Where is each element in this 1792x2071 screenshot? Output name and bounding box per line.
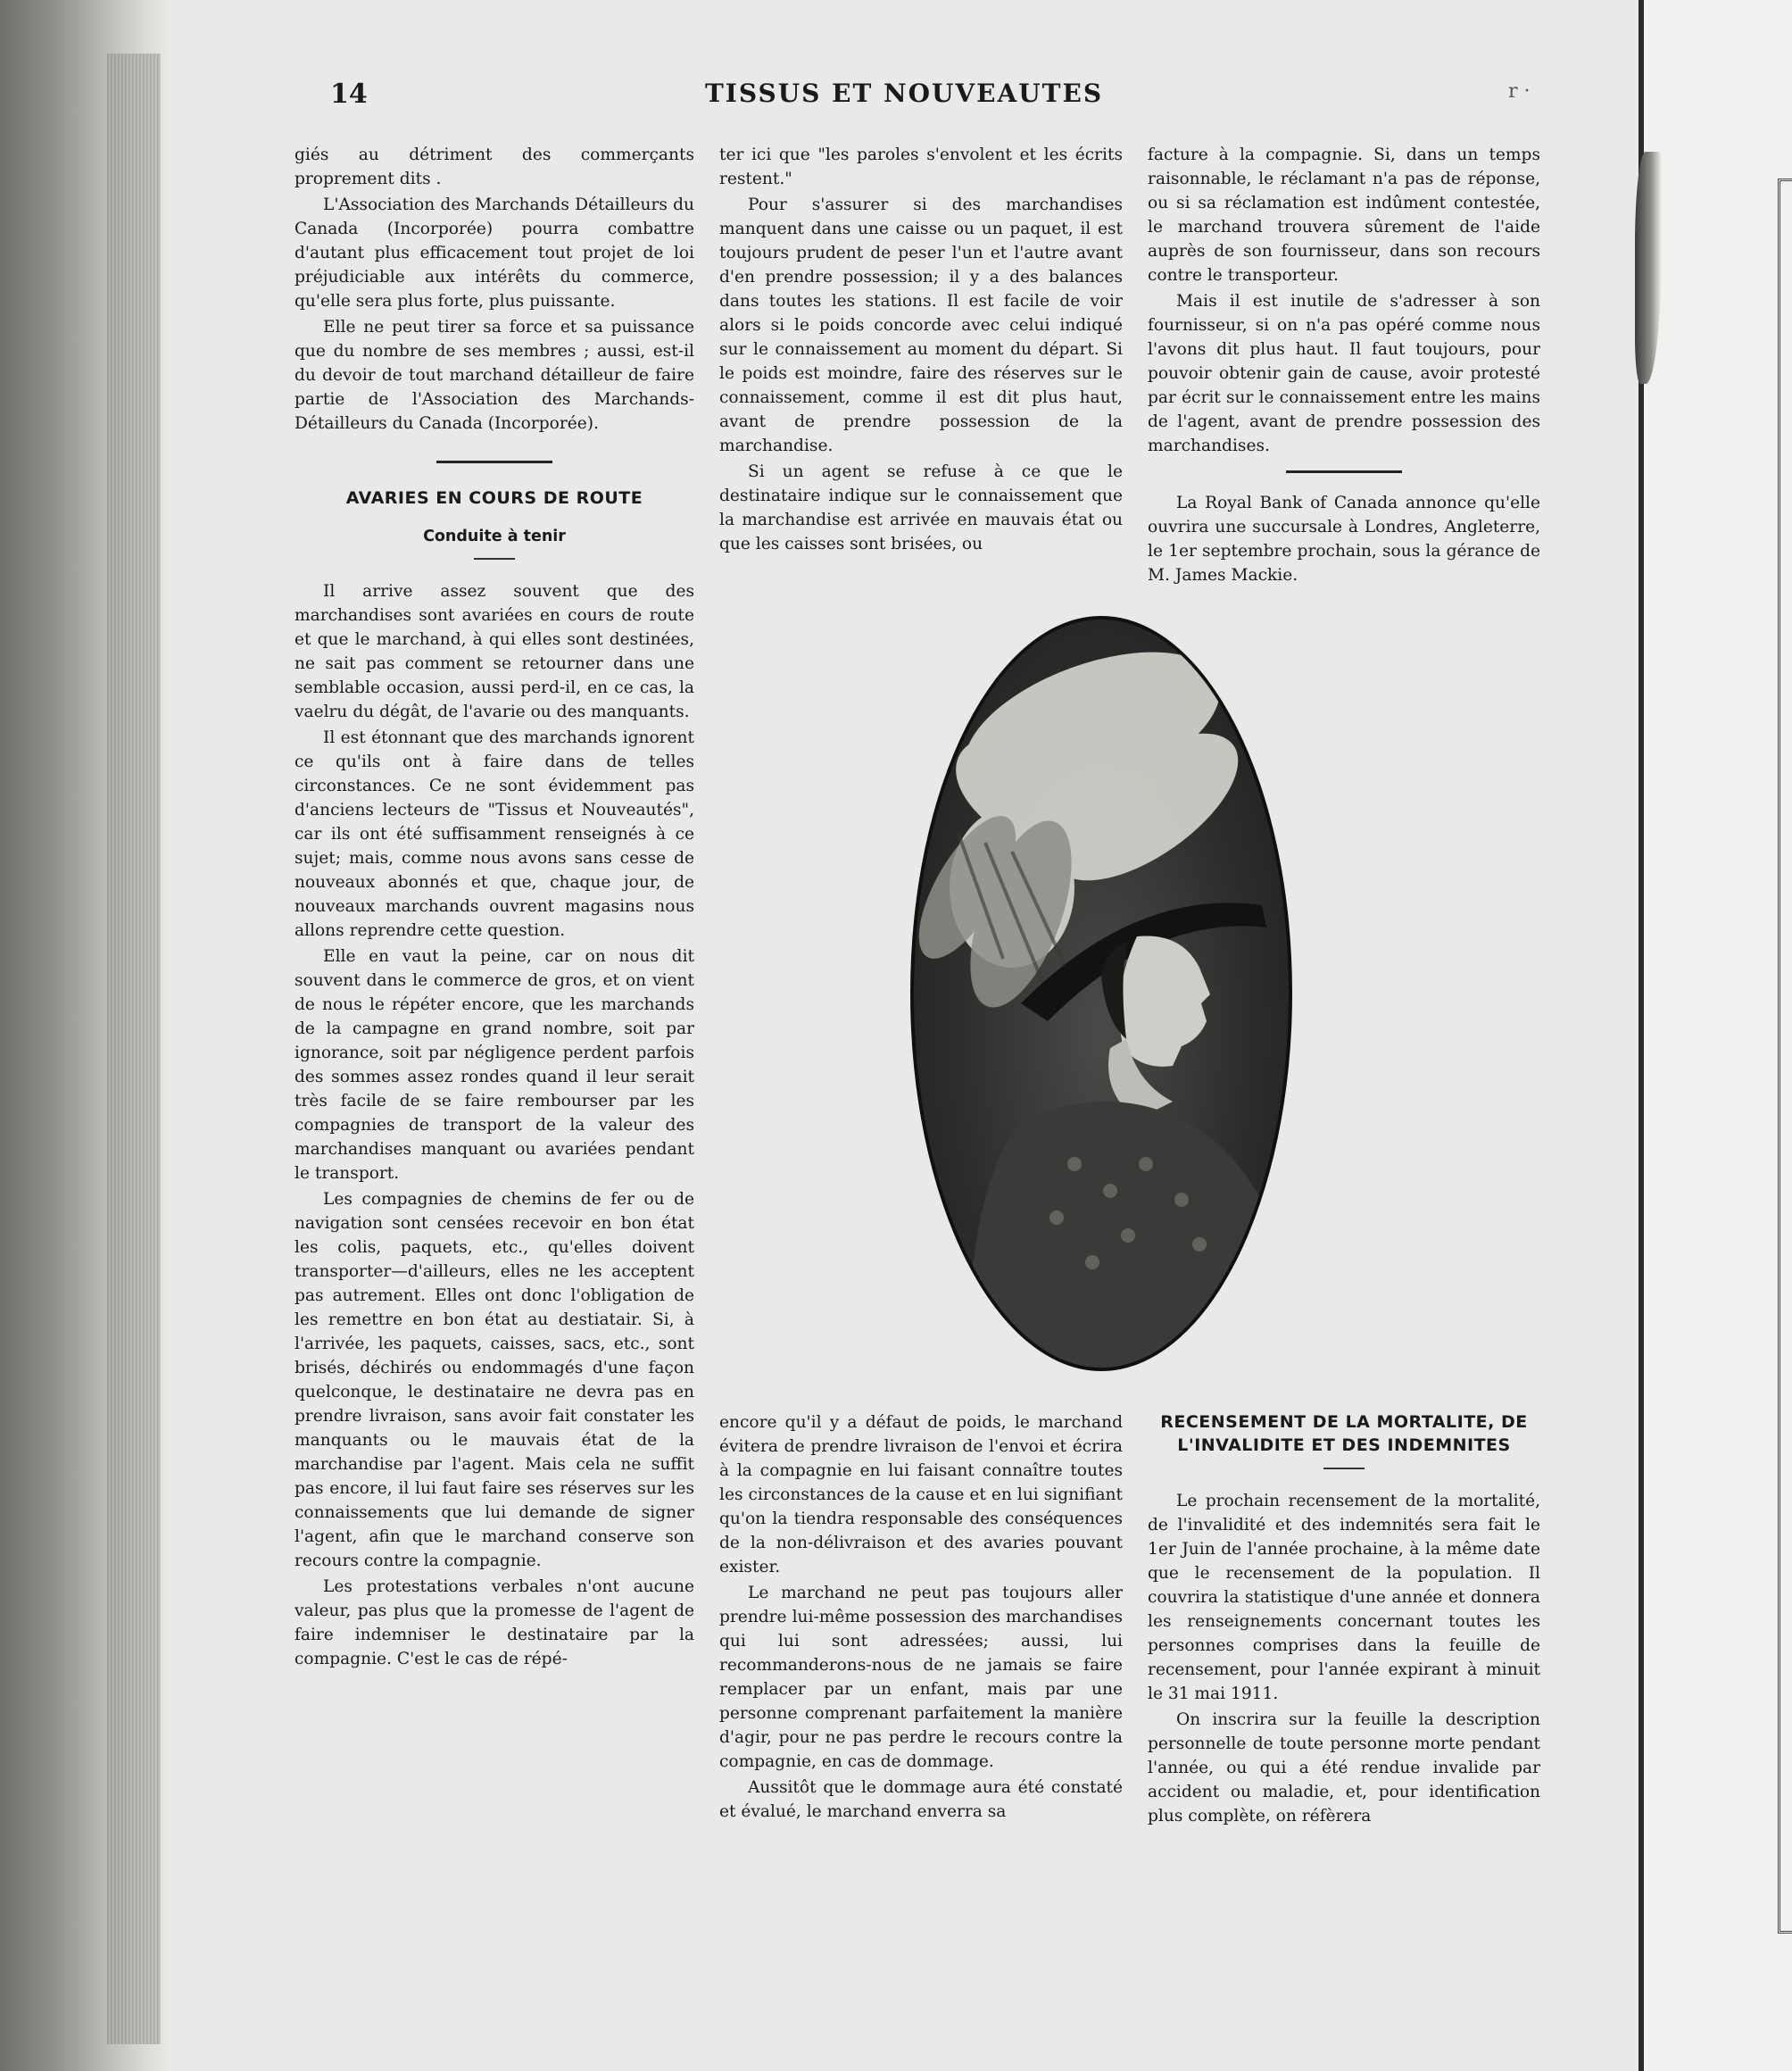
paragraph: Elle ne peut tirer sa force et sa puissance que du nombre de ses membres ; aussi, est-il du devoir de tout marchand détailleur de faire partie de l'Association des Marchands-Détailleurs du Canada (Incorporée). bbox=[295, 318, 694, 433]
paragraph: Aussitôt que le dommage aura été constaté et évalué, le marchand enverra sa bbox=[719, 1778, 1123, 1821]
heading-rule bbox=[1323, 1468, 1365, 1469]
portrait-photo bbox=[910, 616, 1292, 1371]
paragraph: facture à la compagnie. Si, dans un temps raisonnable, le réclamant n'a pas de réponse, ou si sa réclamation est indûment contestée, le marchand trouvera sûrement de l'aide auprès de son fournisseur, dans son recours contre le transporteur. bbox=[1148, 146, 1540, 285]
paragraph: Les protestations verbales n'ont aucune valeur, pas plus que la promesse de l'agent de faire indemniser le destinataire par la compagnie. C'est le cas de répé- bbox=[295, 1577, 694, 1668]
paragraph: giés au détriment des commerçants proprement dits . bbox=[295, 146, 694, 188]
running-head bbox=[170, 79, 1639, 114]
paragraph: Les compagnies de chemins de fer ou de navigation sont censées recevoir en bon état les colis, paquets, etc., qu'elles doivent transporter—d'ailleurs, elles ne les acceptent pas autrement. Elles ont donc l'obligation de les remettre en bon état au destiatair. Si, à l'arrivée, les paquets, caisses, sacs, etc., sont brisés, déchirés ou endommagés d'une façon quelconque, le destinataire ne devra pas en prendre livraison, sans avoir fait constater les manquants ou le mauvais état de la marchandise par l'agent. Mais cela ne suffit pas encore, il lui faut faire ses réserves sur les connaissements que lui demande de signer l'agent, afin que le marchand conserve son recours contre la compagnie. bbox=[295, 1190, 694, 1570]
column-2-top bbox=[719, 143, 1123, 556]
article-heading: RECENSEMENT DE LA MORTALITE, DE L'INVALIDITE ET DES INDEMNITES bbox=[1160, 1412, 1528, 1455]
paragraph: encore qu'il y a défaut de poids, le marchand évitera de prendre livraison de l'envoi et écrira à la compagnie en lui faisant connaître toutes les circonstances de la cause et en lui signifiant qu'on la tiendra responsable des conséquences de la non-délivraison et des avaries pouvant exister. bbox=[719, 1413, 1123, 1576]
next-page-border bbox=[1778, 179, 1792, 1934]
page-edges bbox=[107, 54, 161, 2044]
next-page-edge bbox=[1639, 0, 1792, 2071]
torn-edge bbox=[1635, 152, 1662, 384]
paragraph: Il arrive assez souvent que des marchandises sont avariées en cours de route et que le marchand, à qui elles sont destinées, ne sait pas comment se retourner dans une semblable occasion, aussi perd-il, en ce cas, la vaelru du dégât, de l'avarie ou des manquants. bbox=[295, 582, 694, 721]
column-2-bottom bbox=[719, 1410, 1123, 1824]
column-3-bottom bbox=[1148, 1410, 1540, 1828]
heading-rule bbox=[474, 558, 515, 560]
paragraph: On inscrira sur la feuille la description personnelle de toute personne morte pendant l'année, ou qui a été rendue invalide par accident ou maladie, et, pour identification plus complète, on réfèrera bbox=[1148, 1710, 1540, 1826]
paragraph: Elle en vaut la peine, car on nous dit souvent dans le commerce de gros, et on vient de nous le répéter encore, que les marchands de la campagne en grand nombre, soit par ignorance, soit par négligence perdent parfois des sommes assez rondes quand il leur serait très facile de se faire rembourser par les compagnies de transport de la valeur des marchandises manquant ou avariées pendant le transport. bbox=[295, 947, 694, 1183]
column-3-top bbox=[1148, 143, 1540, 587]
paragraph: Le marchand ne peut pas toujours aller prendre lui-même possession des marchandises qui lui sont adressées; aussi, lui recommanderons-nous de ne jamais se faire remplacer par un enfant, mais par une personne comprenant parfaitement la manière d'agir, pour ne pas perdre le recours contre la compagnie, en cas de dommage. bbox=[719, 1584, 1123, 1771]
corner-mark: r · bbox=[1508, 80, 1531, 103]
paragraph: L'Association des Marchands Détailleurs du Canada (Incorporée) pourra combattre d'autant plus efficacement tout projet de loi préjudiciable aux intérêts du commerce, qu'elle sera plus forte, plus puissante. bbox=[295, 195, 694, 311]
paragraph: Pour s'assurer si des marchandises manquent dans une caisse ou un paquet, il est toujours prudent de peser l'un et l'autre avant d'en prendre possession; il y a des balances dans toutes les stations. Il est facile de voir alors si le poids concorde avec celui indiqué sur le connaissement au moment du départ. Si le poids est moindre, faire des réserves sur le connaissement, comme il est dit plus haut, avant de prendre possession de la marchandise. bbox=[719, 195, 1123, 455]
page-number: 14 bbox=[330, 79, 368, 110]
article-subheading: Conduite à tenir bbox=[423, 528, 566, 545]
paragraph: Le prochain recensement de la mortalité, de l'invalidité et des indemnités sera fait le 1er Juin de l'année prochaine, à la même date que le recensement de la population. Il couvrira la statistique d'une année et donnera les renseignements concernant toutes les personnes comprises dans la feuille de recensement, pour l'année expirant à minuit le 31 mai 1911. bbox=[1148, 1492, 1540, 1703]
paragraph: La Royal Bank of Canada annonce qu'elle ouvrira une succursale à Londres, Angleterre, le 1er septembre prochain, sous la gérance de M. James Mackie. bbox=[1148, 494, 1540, 585]
paragraph: ter ici que "les paroles s'envolent et les écrits restent." bbox=[719, 146, 1123, 188]
paragraph: Il est étonnant que des marchands ignorent ce qu'ils ont à faire dans de telles circonstances. Ce ne sont évidemment pas d'anciens lecteurs de "Tissus et Nouveautés", car ils ont été suffisamment renseignés à ce sujet; mais, comme nous avons sans cesse de nouveaux abonnés et que, chaque jour, de nouveaux marchands ouvrent magasins nous allons reprendre cette question. bbox=[295, 728, 694, 940]
portrait-illustration bbox=[914, 620, 1289, 1368]
section-divider bbox=[1286, 470, 1402, 473]
magazine-page bbox=[170, 0, 1639, 2071]
paragraph: Si un agent se refuse à ce que le destinataire indique sur le connaissement que la marchandise est arrivée en mauvais état ou que les caisses sont brisées, ou bbox=[719, 462, 1123, 553]
paragraph: Mais il est inutile de s'adresser à son fournisseur, si on n'a pas opéré comme nous l'avons dit plus haut. Il faut toujours, pour pouvoir obtenir gain de cause, avoir protesté par écrit sur le connaissement entre les mains de l'agent, avant de prendre possession des marchandises. bbox=[1148, 292, 1540, 455]
section-divider bbox=[436, 461, 552, 463]
column-1 bbox=[295, 143, 694, 1671]
article-heading: AVARIES EN COURS DE ROUTE bbox=[345, 488, 643, 508]
journal-title: TISSUS ET NOUVEAUTES bbox=[704, 79, 1104, 108]
